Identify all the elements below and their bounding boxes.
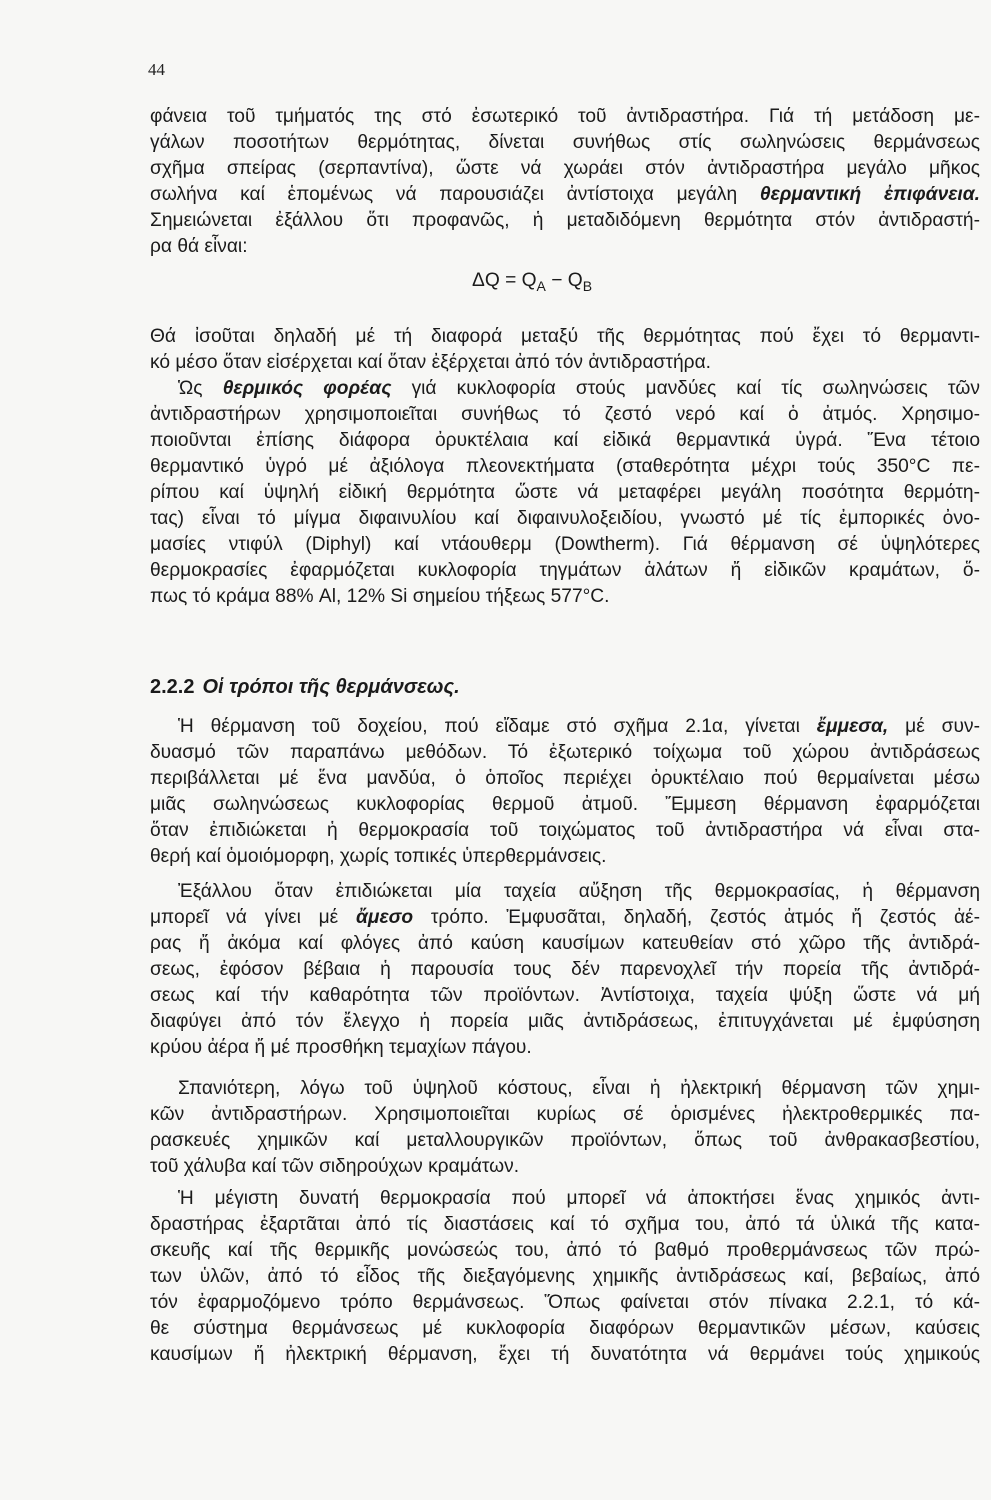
text-segment: σωλήνα καί ἑπομένως νά παρουσιάζει ἀντίστοιχα μεγάλη [150,184,738,205]
emphasis-indirect: ἔμμεσα, [816,716,889,737]
emphasis-heating-surface: θερμαντική ἐπιφάνεια. [759,184,980,205]
text-line: κρύου ἀέρα ἤ μέ προσθήκη τεμαχίων πάγου. [150,1037,532,1058]
formula-subscript-b: B [582,278,593,294]
paragraph-max-temperature [150,1186,980,1368]
text-line: θερμοκρασίες ἐφαρμόζεται κυκλοφορία τηγμάτων ἁλάτων ἤ εἰδικῶν κραμάτων, ὅ- [150,560,980,581]
text-line: κῶν ἀντιδραστήρων. Χρησιμοποιεῖται κυρίως σέ ὁρισμένες ἠλεκτροθερμικές πα- [150,1104,980,1125]
paragraph-heat-carriers [150,324,980,610]
text-line: ρα θά εἶναι: [150,236,248,257]
text-line: Σημειώνεται ἐξάλλου ὅτι προφανῶς, ἡ μεταδιδόμενη θερμότητα στόν ἀντιδραστή- [150,210,980,231]
text-line: Ἐξάλλου ὅταν ἐπιδιώκεται μία ταχεία αὔξηση τῆς θερμοκρασίας, ἡ θέρμανση [178,881,980,902]
paragraph-electric-heating [150,1076,980,1180]
text-line: περιβάλλεται μέ ἕνα μανδύα, ὁ ὁποῖος περιέχει ὀρυκτέλαιο πού θερμαίνεται μέσω [150,768,980,789]
text-line: καυσίμων ἤ ἠλεκτρική θέρμανση, ἔχει τή δυνατότητα νά θερμάνει τούς χημικούς [150,1344,980,1365]
text-line: γάλων ποσοτήτων θερμότητας, δίνεται συνήθως στίς σωληνώσεις θερμάνσεως [150,132,980,153]
section-number: 2.2.2 [150,676,195,698]
text-line [150,714,980,740]
text-line: μιᾶς σωληνώσεως κυκλοφορίας θερμοῦ ἀτμοῦ. Ἔμμεση θέρμανση ἐφαρμόζεται [150,794,980,815]
paragraph-direct-heating [150,879,980,1061]
text-line: δραστήρας ἐξαρτᾶται ἀπό τίς διαστάσεις καί τό σχῆμα του, ἀπό τά ὑλικά τῆς κατα- [150,1214,980,1235]
text-line: σχῆμα σπείρας (σερπαντίνα), ὥστε νά χωράει στόν ἀντιδραστήρα μεγάλο μῆκος [150,158,980,179]
text-line: ὅταν ἐπιδιώκεται ἡ θερμοκρασία τοῦ τοιχώματος τοῦ ἀντιδραστήρα νά εἶναι στα- [150,820,980,841]
text-line: Ἡ μέγιστη δυνατή θερμοκρασία πού μπορεῖ νά ἀποκτήσει ἕνας χημικός ἀντι- [178,1188,980,1209]
text-segment: Ὡς [178,378,203,399]
text-line [150,182,980,208]
formula-minus: − Q [545,270,583,291]
paragraph-heat-transfer-surface [150,104,980,260]
text-line: τοῦ χάλυβα καί τῶν σιδηρούχων κραμάτων. [150,1156,520,1177]
text-line: σεως καί τήν καθαρότητα τῶν προϊόντων. Ἀντίστοιχα, ταχεία ψύξη ὥστε νά μή [150,985,980,1006]
page-number: 44 [148,60,165,79]
text-line: κό μέσο ὅταν εἰσέρχεται καί ὅταν ἐξέρχεται ἀπό τόν ἀντιδραστήρα. [150,352,711,373]
emphasis-heat-carrier: θερμικός φορέας [222,378,392,399]
text-line: διαφύγει ἀπό τόν ἔλεγχο ἡ πορεία μιᾶς ἀντιδράσεως, ἐπιτυγχάνεται μέ ἐμφύσηση [150,1011,980,1032]
text-line [150,376,980,402]
text-line: σεως, ἐφόσον βέβαια ἡ παρουσία τους δέν παρενοχλεῖ τήν πορεία τῆς ἀντιδρά- [150,959,980,980]
text-line: σκευῆς καί τῆς θερμικῆς μονώσεώς του, ἀπό τό βαθμό προθερμάνσεως τῶν πρώ- [150,1240,980,1261]
formula-lhs: ΔQ = Q [472,270,537,291]
text-line: ποιοῦνται ἐπίσης διάφορα ὀρυκτέλαια καί εἰδικά θερμαντικά ὑγρά. Ἕνα τέτοιο [150,430,980,451]
text-segment: μπορεῖ νά γίνει μέ [150,907,339,928]
text-line: πως τό κράμα 88% Al, 12% Si σημείου τήξεως 577°C. [150,586,610,607]
text-line: δυασμό τῶν παραπάνω μεθόδων. Τό ἐξωτερικό τοίχωμα τοῦ χώρου ἀντιδράσεως [150,742,980,763]
text-segment: γιά κυκλοφορία στούς μανδύες καί τίς σωληνώσεις τῶν [411,378,980,399]
text-line: τόν ἐφαρμοζόμενο τρόπο θερμάνσεως. Ὅπως φαίνεται στόν πίνακα 2.2.1, τό κά- [150,1292,980,1313]
heat-formula [472,270,592,294]
emphasis-direct: ἄμεσο [355,907,414,928]
text-line: ρίπου καί ὑψηλή εἰδική θερμότητα ὥστε νά μεταφέρει μεγάλη ποσότητα θερμότη- [150,482,980,503]
text-line: Θά ἰσοῦται δηλαδή μέ τή διαφορά μεταξύ τῆς θερμότητας πού ἔχει τό θερμαντι- [150,326,980,347]
text-line: θε σύστημα θερμάνσεως μέ κυκλοφορία διαφόρων θερμαντικῶν μέσων, καύσεις [150,1318,980,1339]
text-line: των ὑλῶν, ἀπό τό εἶδος τῆς διεξαγόμενης χημικῆς ἀντιδράσεως καί, βεβαίως, ἀπό [150,1266,980,1287]
text-line: θερή καί ὁμοιόμορφη, χωρίς τοπικές ὑπερθερμάνσεις. [150,846,607,867]
text-line [150,905,980,931]
formula-subscript-a: A [536,278,546,294]
section-heading [150,676,460,699]
text-line: Σπανιότερη, λόγω τοῦ ὑψηλοῦ κόστους, εἶναι ἡ ἠλεκτρική θέρμανση τῶν χημι- [178,1078,980,1099]
section-title: Οἱ τρόποι τῆς θερμάνσεως. [202,676,460,698]
text-segment: Ἡ θέρμανση τοῦ δοχείου, πού εἴδαμε στό σχῆμα 2.1α, γίνεται [178,716,800,737]
text-line: τας) εἶναι τό μίγμα διφαινυλίου καί διφαινυλοξειδίου, γνωστό μέ τίς ἐμπορικές ὀνο- [150,508,980,529]
text-line: ἀντιδραστήρων χρησιμοποιεῖται συνήθως τό ζεστό νερό καί ὁ ἀτμός. Χρησιμο- [150,404,980,425]
text-segment: τρόπο. Ἐμφυσᾶται, δηλαδή, ζεστός ἀτμός ἤ ζεστός ἀέ- [430,907,980,928]
text-line: θερμαντικό ὑγρό μέ ἀξιόλογα πλεονεκτήματα (σταθερότητα μέχρι τούς 350°C πε- [150,456,980,477]
paragraph-indirect-heating [150,714,980,870]
text-line: ρας ἤ ἀκόμα καί φλόγες ἀπό καύση καυσίμων κατευθείαν στό χῶρο τῆς ἀντιδρά- [150,933,980,954]
text-line: μασίες ντιφύλ (Diphyl) καί ντάουθερμ (Dowtherm). Γιά θέρμανση σέ ὑψηλότερες [150,534,980,555]
text-line: φάνεια τοῦ τμήματός της στό ἐσωτερικό τοῦ ἀντιδραστήρα. Γιά τή μετάδοση με- [150,106,980,127]
text-segment: μέ συν- [905,716,980,737]
text-line: ρασκευές χημικῶν καί μεταλλουργικῶν προϊόντων, ὅπως τοῦ ἀνθρακασβεστίου, [150,1130,980,1151]
